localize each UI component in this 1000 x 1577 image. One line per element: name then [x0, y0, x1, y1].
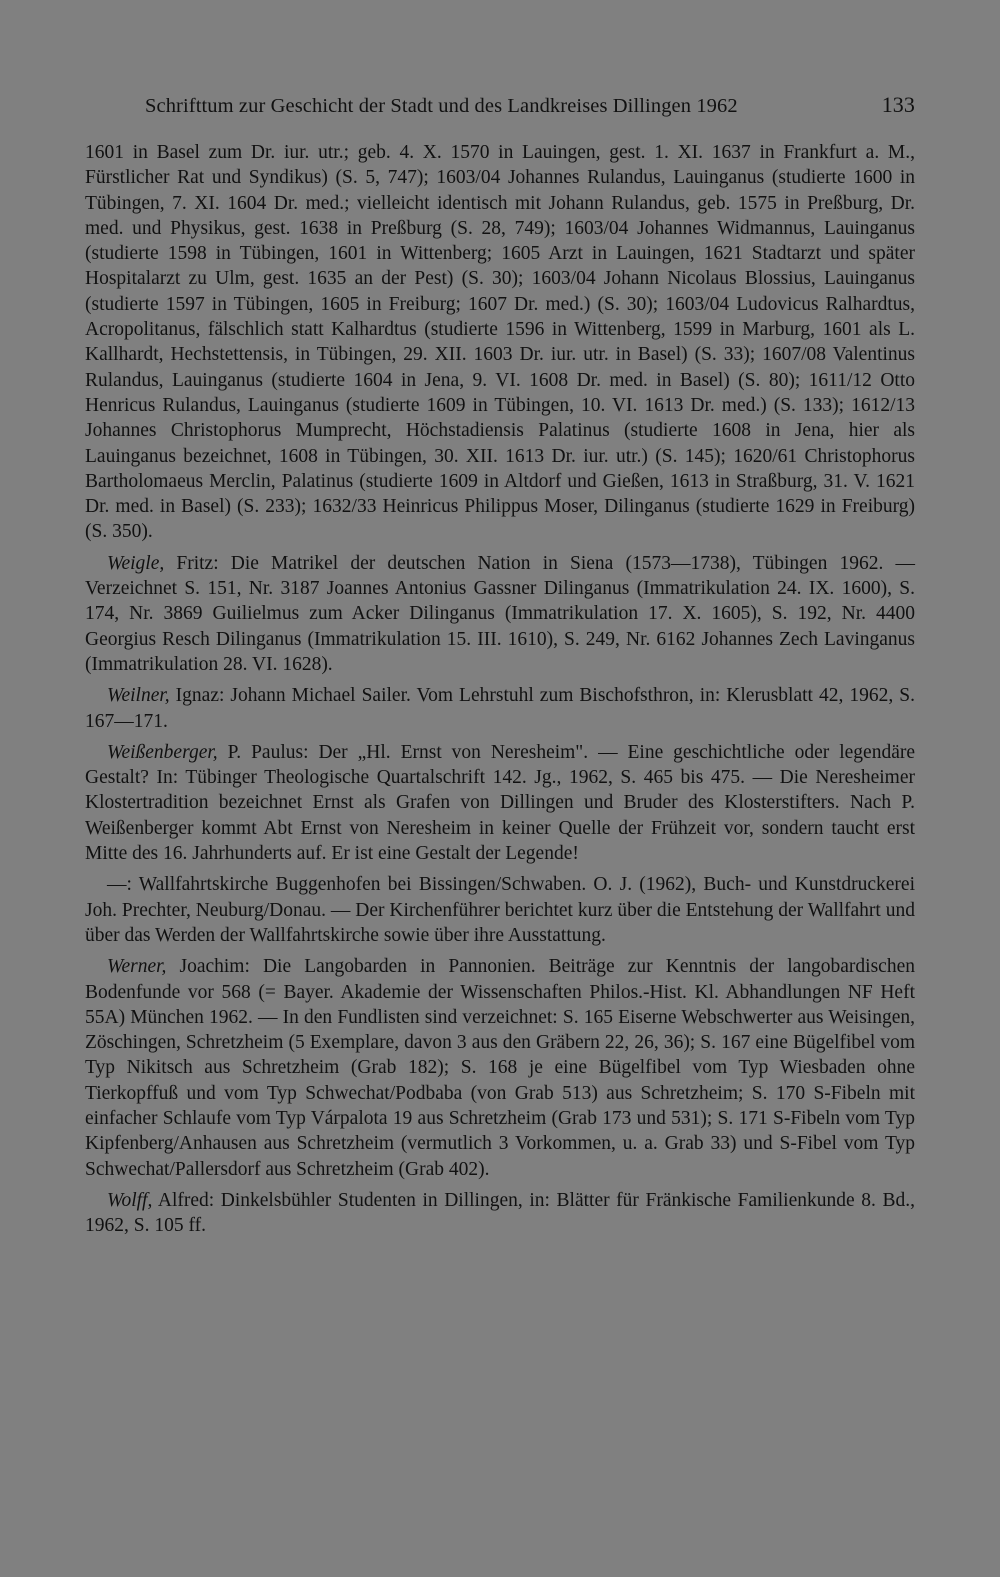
bibliography-entries: [85, 140, 915, 1238]
running-head-title: Schrifttum zur Geschicht der Stadt und des Landkreises Dillingen 1962: [145, 95, 738, 117]
entry-author: Wolff,: [107, 1189, 153, 1211]
running-head: [145, 92, 915, 118]
bibliography-entry: [85, 551, 915, 677]
entry-text: Ignaz: Johann Michael Sailer. Vom Lehrstuhl zum Bischofsthron, in: Klerusblatt 42, 1962, S. 167—171.: [85, 685, 915, 732]
bibliography-entry: [85, 140, 915, 545]
book-page: [85, 92, 915, 1244]
entry-author: Weilner,: [107, 685, 170, 707]
entry-author: Weigle,: [107, 552, 165, 574]
bibliography-entry: [85, 872, 915, 948]
entry-text: Alfred: Dinkelsbühler Studenten in Dillingen, in: Blätter für Fränkische Familienkunde 8. Bd., 1962, S. 105 ff.: [85, 1189, 915, 1237]
bibliography-entry: [85, 1188, 915, 1239]
entry-author: Werner,: [107, 956, 167, 978]
entry-text: P. Paulus: Der „Hl. Ernst von Neresheim". — Eine geschichtliche oder legendäre Gestalt? In: Tübinger Theologische Quartalschrift 142. Jg., 1962, S. 465 bis 475. — Die Neresheimer Klostertradition bezeichnet Ernst als Grafen von Dillingen und Bruder des Klosterstifters. Nach P. Weißenberger kommt Abt Ernst von Neresheim in keiner Quelle der Frühzeit vor, sondern taucht erst Mitte des 16. Jahrhunderts auf. Er ist eine Gestalt der Legende!: [85, 741, 915, 865]
bibliography-entry: [85, 954, 915, 1182]
entry-author: Weißenberger,: [107, 741, 218, 763]
entry-text: 1601 in Basel zum Dr. iur. utr.; geb. 4. X. 1570 in Lauingen, gest. 1. XI. 1637 in Frankfurt a. M., Fürstlicher Rat und Syndikus) (S. 5, 747); 1603/04 Johannes Rulandus, Lauinganus (studierte 1600 in Tübingen, 7. XI. 1604 Dr. med.; vielleicht identisch mit Johann Rulandus, geb. 1575 in Preßburg, Dr. med. und Physikus, gest. 1638 in Preßburg (S. 28, 749); 1603/04 Johannes Widmannus, Lauinganus (studierte 1598 in Tübingen, 1601 in Wittenberg; 1605 Arzt in Lauingen, 1621 Stadtarzt und später Hospitalarzt zu Ulm, gest. 1635 an der Pest) (S. 30); 1603/04 Johann Nicolaus Blossius, Lauinganus (studierte 1597 in Tübingen, 1605 in Freiburg; 1607 Dr. med.) (S. 30); 1603/04 Ludovicus Ralhardtus, Acropolitanus, fälschlich statt Kalhardtus (studierte 1596 in Wittenberg, 1599 in Marburg, 1601 als L. Kallhardt, Hechstettensis, in Tübingen, 29. XII. 1603 Dr. iur. utr. in Basel) (S. 33); 1607/08 Valentinus Rulandus, Lauinganus (studierte 1604 in Jena, 9. VI. 1608 Dr. med. in Basel) (S. 80); 1611/12 Otto Henricus Rulandus, Lauinganus (studierte 1609 in Tübingen, 10. VI. 1613 Dr. med.) (S. 133); 1612/13 Johannes Christophorus Mumprecht, Höchstadiensis Palatinus (studierte 1608 in Jena, hier als Lauinganus bezeichnet, 1608 in Tübingen, 30. XII. 1613 Dr. iur. utr.) (S. 145); 1620/61 Christophorus Bartholomaeus Merclin, Palatinus (studierte 1609 in Altdorf und Gießen, 1613 in Straßburg, 31. V. 1621 Dr. med. in Basel) (S. 233); 1632/33 Heinricus Philippus Moser, Dilinganus (studierte 1629 in Freiburg) (S. 350).: [85, 142, 915, 543]
bibliography-entry: [85, 683, 915, 734]
entry-text: —: Wallfahrtskirche Buggenhofen bei Bissingen/Schwaben. O. J. (1962), Buch- und Kunstdruckerei Joh. Prechter, Neuburg/Donau. — Der Kirchenführer berichtet kurz über die Entstehung der Wallfahrt und über das Werden der Wallfahrtskirche sowie über ihre Ausstattung.: [85, 874, 915, 946]
page-number: 133: [881, 92, 915, 117]
entry-text: Joachim: Die Langobarden in Pannonien. Beiträge zur Kenntnis der langobardischen Bodenfunde vor 568 (= Bayer. Akademie der Wissenschaften Philos.-Hist. Kl. Abhandlungen NF Heft 55A) München 1962. — In den Fundlisten sind verzeichnet: S. 165 Eiserne Webschwerter aus Weisingen, Zöschingen, Schretzheim (5 Exemplare, davon 3 aus den Gräbern 22, 26, 36); S. 167 eine Bügelfibel vom Typ Nikitsch aus Schretzheim (Grab 182); S. 168 je eine Bügelfibel vom Typ Wiesbaden ohne Tierkopffuß und vom Typ Schwechat/Podbaba (von Grab 513) aus Schretzheim; S. 170 S-Fibeln mit einfacher Schlaufe vom Typ Várpalota 19 aus Schretzheim (Grab 173 und 531); S. 171 S-Fibeln vom Typ Kipfenberg/Anhausen aus Schretzheim (vermutlich 3 Vorkommen, u. a. Grab 33) und S-Fibel vom Typ Schwechat/Pallersdorf aus Schretzheim (Grab 402).: [85, 956, 915, 1180]
entry-text: Fritz: Die Matrikel der deutschen Nation in Siena (1573—1738), Tübingen 1962. — Verzeichnet S. 151, Nr. 3187 Joannes Antonius Gassner Dilinganus (Immatrikulation 24. IX. 1600), S. 174, Nr. 3869 Guilielmus zum Acker Dilinganus (Immatrikulation 17. X. 1605), S. 192, Nr. 4400 Georgius Resch Dilinganus (Immatrikulation 15. III. 1610), S. 249, Nr. 6162 Johannes Zech Lavinganus (Immatrikulation 28. VI. 1628).: [85, 552, 915, 675]
bibliography-entry: [85, 740, 915, 866]
